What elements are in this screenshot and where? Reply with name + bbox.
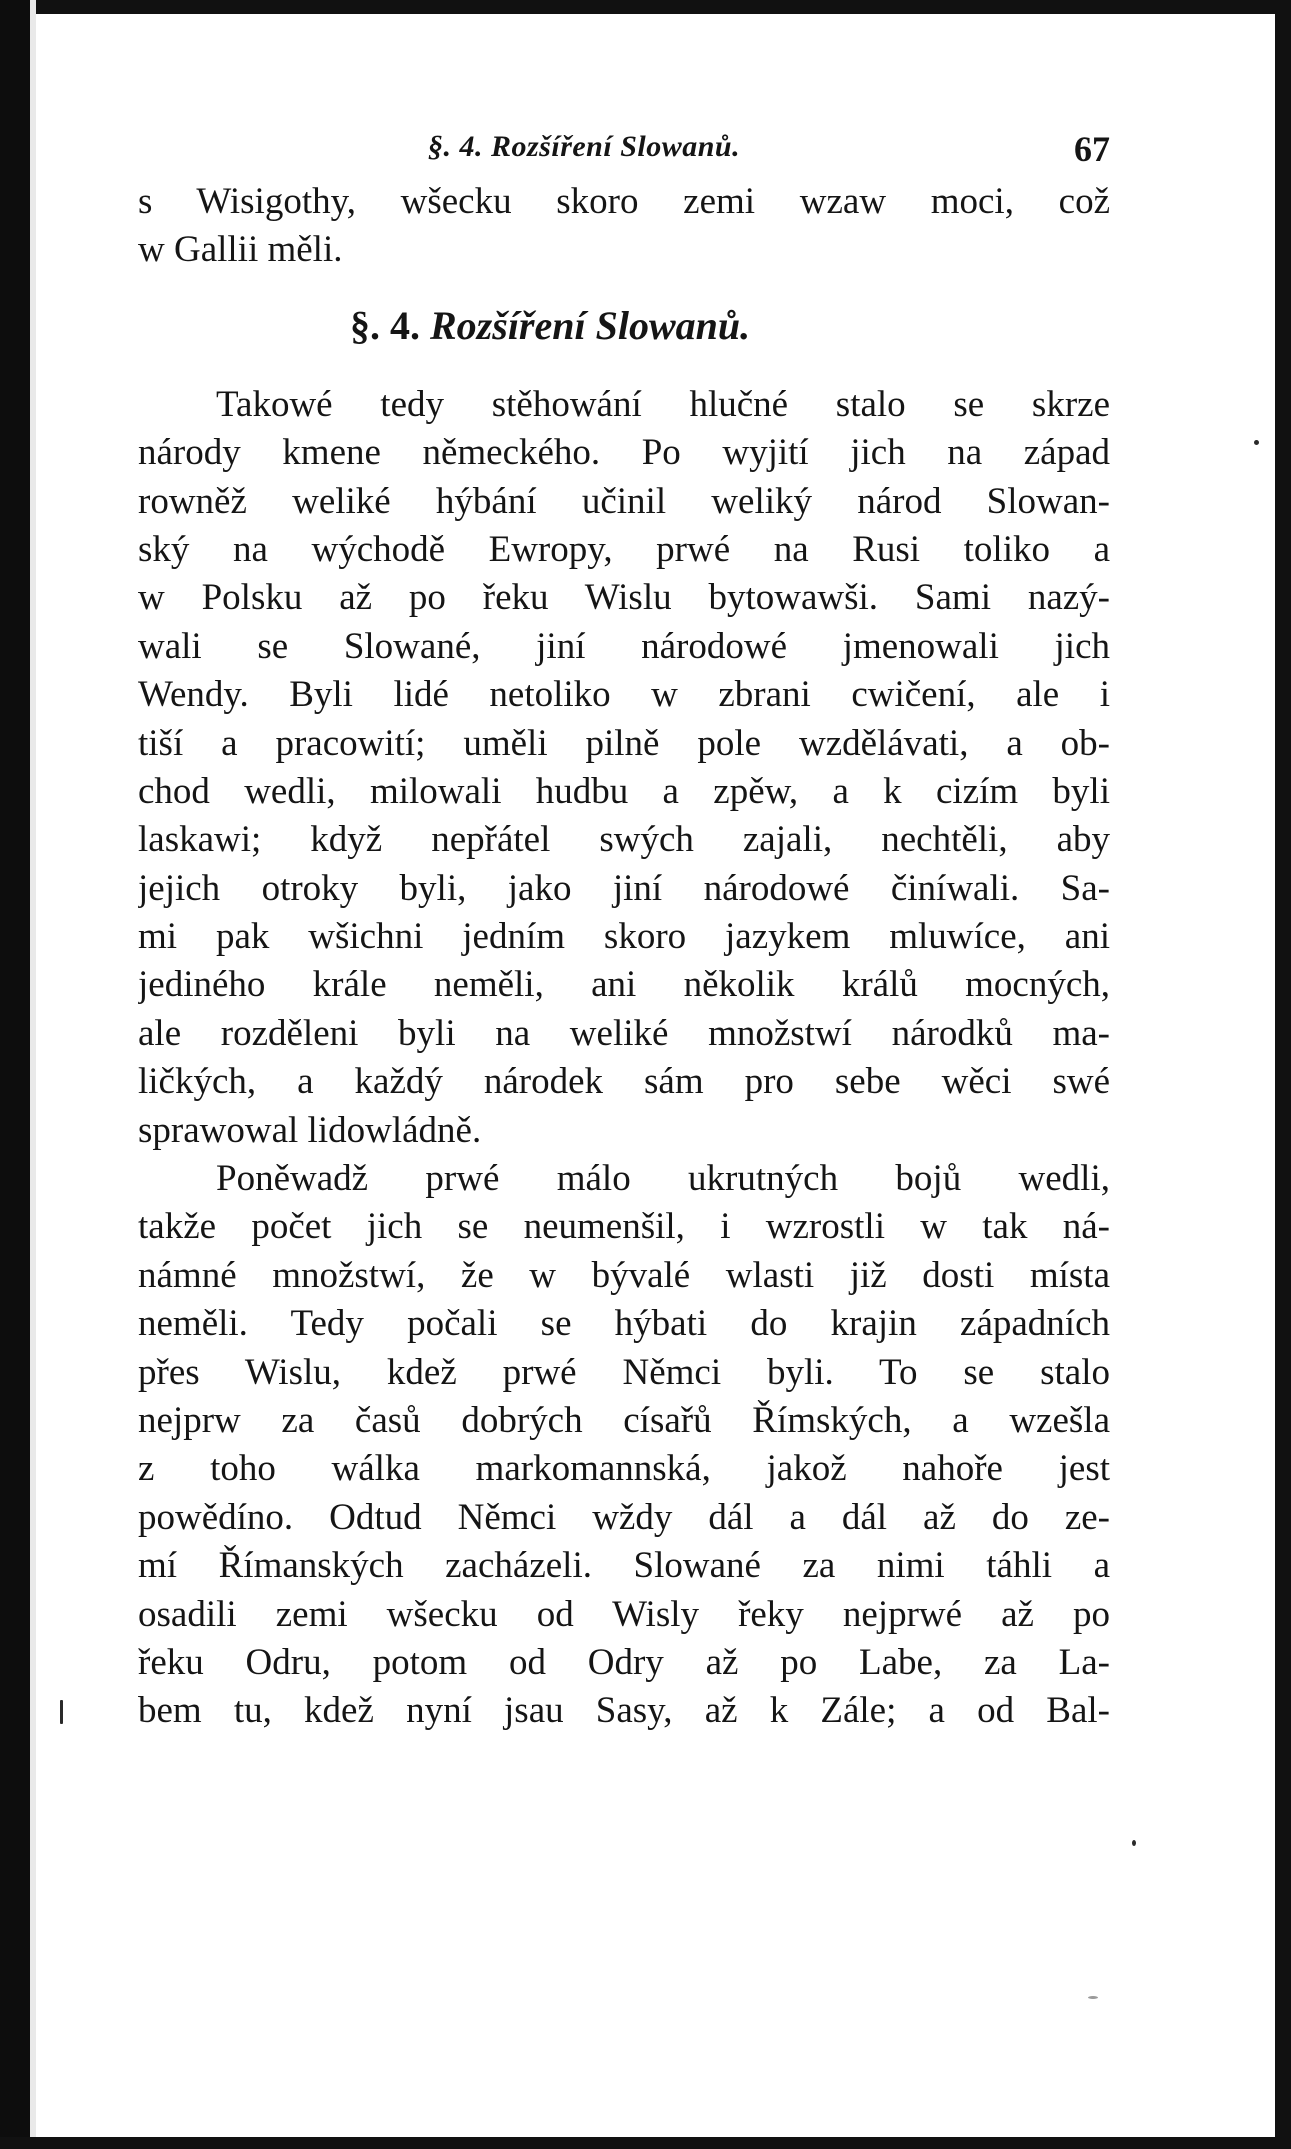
text-line: námné množstwí, že w bývalé wlasti již dosti místa: [138, 1254, 1110, 1296]
text-line: Wendy. Byli lidé netoliko w zbrani cwičení, ale i: [138, 674, 1110, 716]
running-head: [138, 128, 1110, 178]
paper-speck: [60, 1700, 63, 1724]
paper-speck: [1132, 1840, 1136, 1846]
book-spine-shadow: [0, 0, 30, 2149]
text-line: osadili zemi wšecku od Wisly řeky nejprwé až po: [138, 1593, 1110, 1635]
scan-border-right: [1275, 0, 1291, 2149]
text-line: rowněž weliké hýbání učinil weliký národ Slowan-: [138, 480, 1110, 522]
text-line: s Wisigothy, wšecku skoro zemi wzaw moci, což: [138, 181, 1110, 222]
scan-border-bottom: [0, 2137, 1291, 2149]
page-number: 67: [1074, 129, 1110, 169]
text-line: mi pak wšichni jedním skoro jazykem mluwíce, ani: [138, 916, 1110, 958]
text-line: neměli. Tedy počali se hýbati do krajin západních: [138, 1303, 1110, 1345]
text-line: jejich otroky byli, jako jiní národowé činíwali. Sa-: [138, 867, 1110, 909]
page-edge: [30, 0, 36, 2149]
text-line: z toho wálka markomannská, jakož nahoře jest: [138, 1448, 1110, 1490]
text-line: takže počet jich se neumenšil, i wzrostli w tak ná-: [138, 1206, 1110, 1248]
running-title: §. 4. Rozšíření Slowanů.: [428, 130, 741, 163]
text-line: w Polsku až po řeku Wislu bytowawši. Sami nazý-: [138, 577, 1110, 619]
section-title: Rozšíření Slowanů.: [430, 302, 751, 348]
text-line: přes Wislu, kdež prwé Němci byli. To se stalo: [138, 1351, 1110, 1393]
text-line: chod wedli, milowali hudbu a zpěw, a k cizím byli: [138, 770, 1110, 812]
paper-speck: [1254, 440, 1259, 445]
text-line: w Gallii měli.: [138, 229, 343, 271]
text-line: ský na wýchodě Ewropy, prwé na Rusi toliko a: [138, 528, 1110, 570]
section-heading: [138, 301, 1110, 351]
text-line: nejprw za časů dobrých císařů Římských, a wzešla: [138, 1399, 1110, 1441]
paper-speck: [1088, 1996, 1098, 1999]
text-line: mí Římanských zacházeli. Slowané za nimi táhli a: [138, 1545, 1110, 1587]
text-line: jediného krále neměli, ani několik králů mocných,: [138, 964, 1110, 1006]
carryover-text: [138, 178, 1110, 275]
text-line: ličkých, a každý národek sám pro sebe wěci swé: [138, 1061, 1110, 1103]
text-line: tiší a pracowití; uměli pilně pole wzdělávati, a ob-: [138, 722, 1110, 764]
text-line: bem tu, kdež nyní jsau Sasy, až k Zále; a od Bal-: [138, 1690, 1110, 1732]
paragraph-1: [138, 381, 1110, 1155]
text-line: Takowé tedy stěhowání hlučné stalo se skrze: [216, 383, 1110, 425]
paragraph-2: [138, 1155, 1110, 1736]
text-line: sprawowal lidowládně.: [138, 1109, 482, 1151]
text-line: Poněwadž prwé málo ukrutných bojů wedli,: [216, 1158, 1110, 1200]
page-body: [138, 128, 1110, 1736]
text-line: laskawi; když nepřátel swých zajali, nechtěli, aby: [138, 819, 1110, 861]
text-line: řeku Odru, potom od Odry až po Labe, za La-: [138, 1641, 1110, 1683]
scan-border-top: [0, 0, 1291, 14]
section-number: §. 4.: [350, 302, 420, 348]
text-line: ale rozděleni byli na weliké množstwí národků ma-: [138, 1012, 1110, 1054]
text-line: powědíno. Odtud Němci wždy dál a dál až do ze-: [138, 1496, 1110, 1538]
text-line: wali se Slowané, jiní národowé jmenowali jich: [138, 625, 1110, 667]
text-line: národy kmene německého. Po wyjití jich na západ: [138, 432, 1110, 474]
